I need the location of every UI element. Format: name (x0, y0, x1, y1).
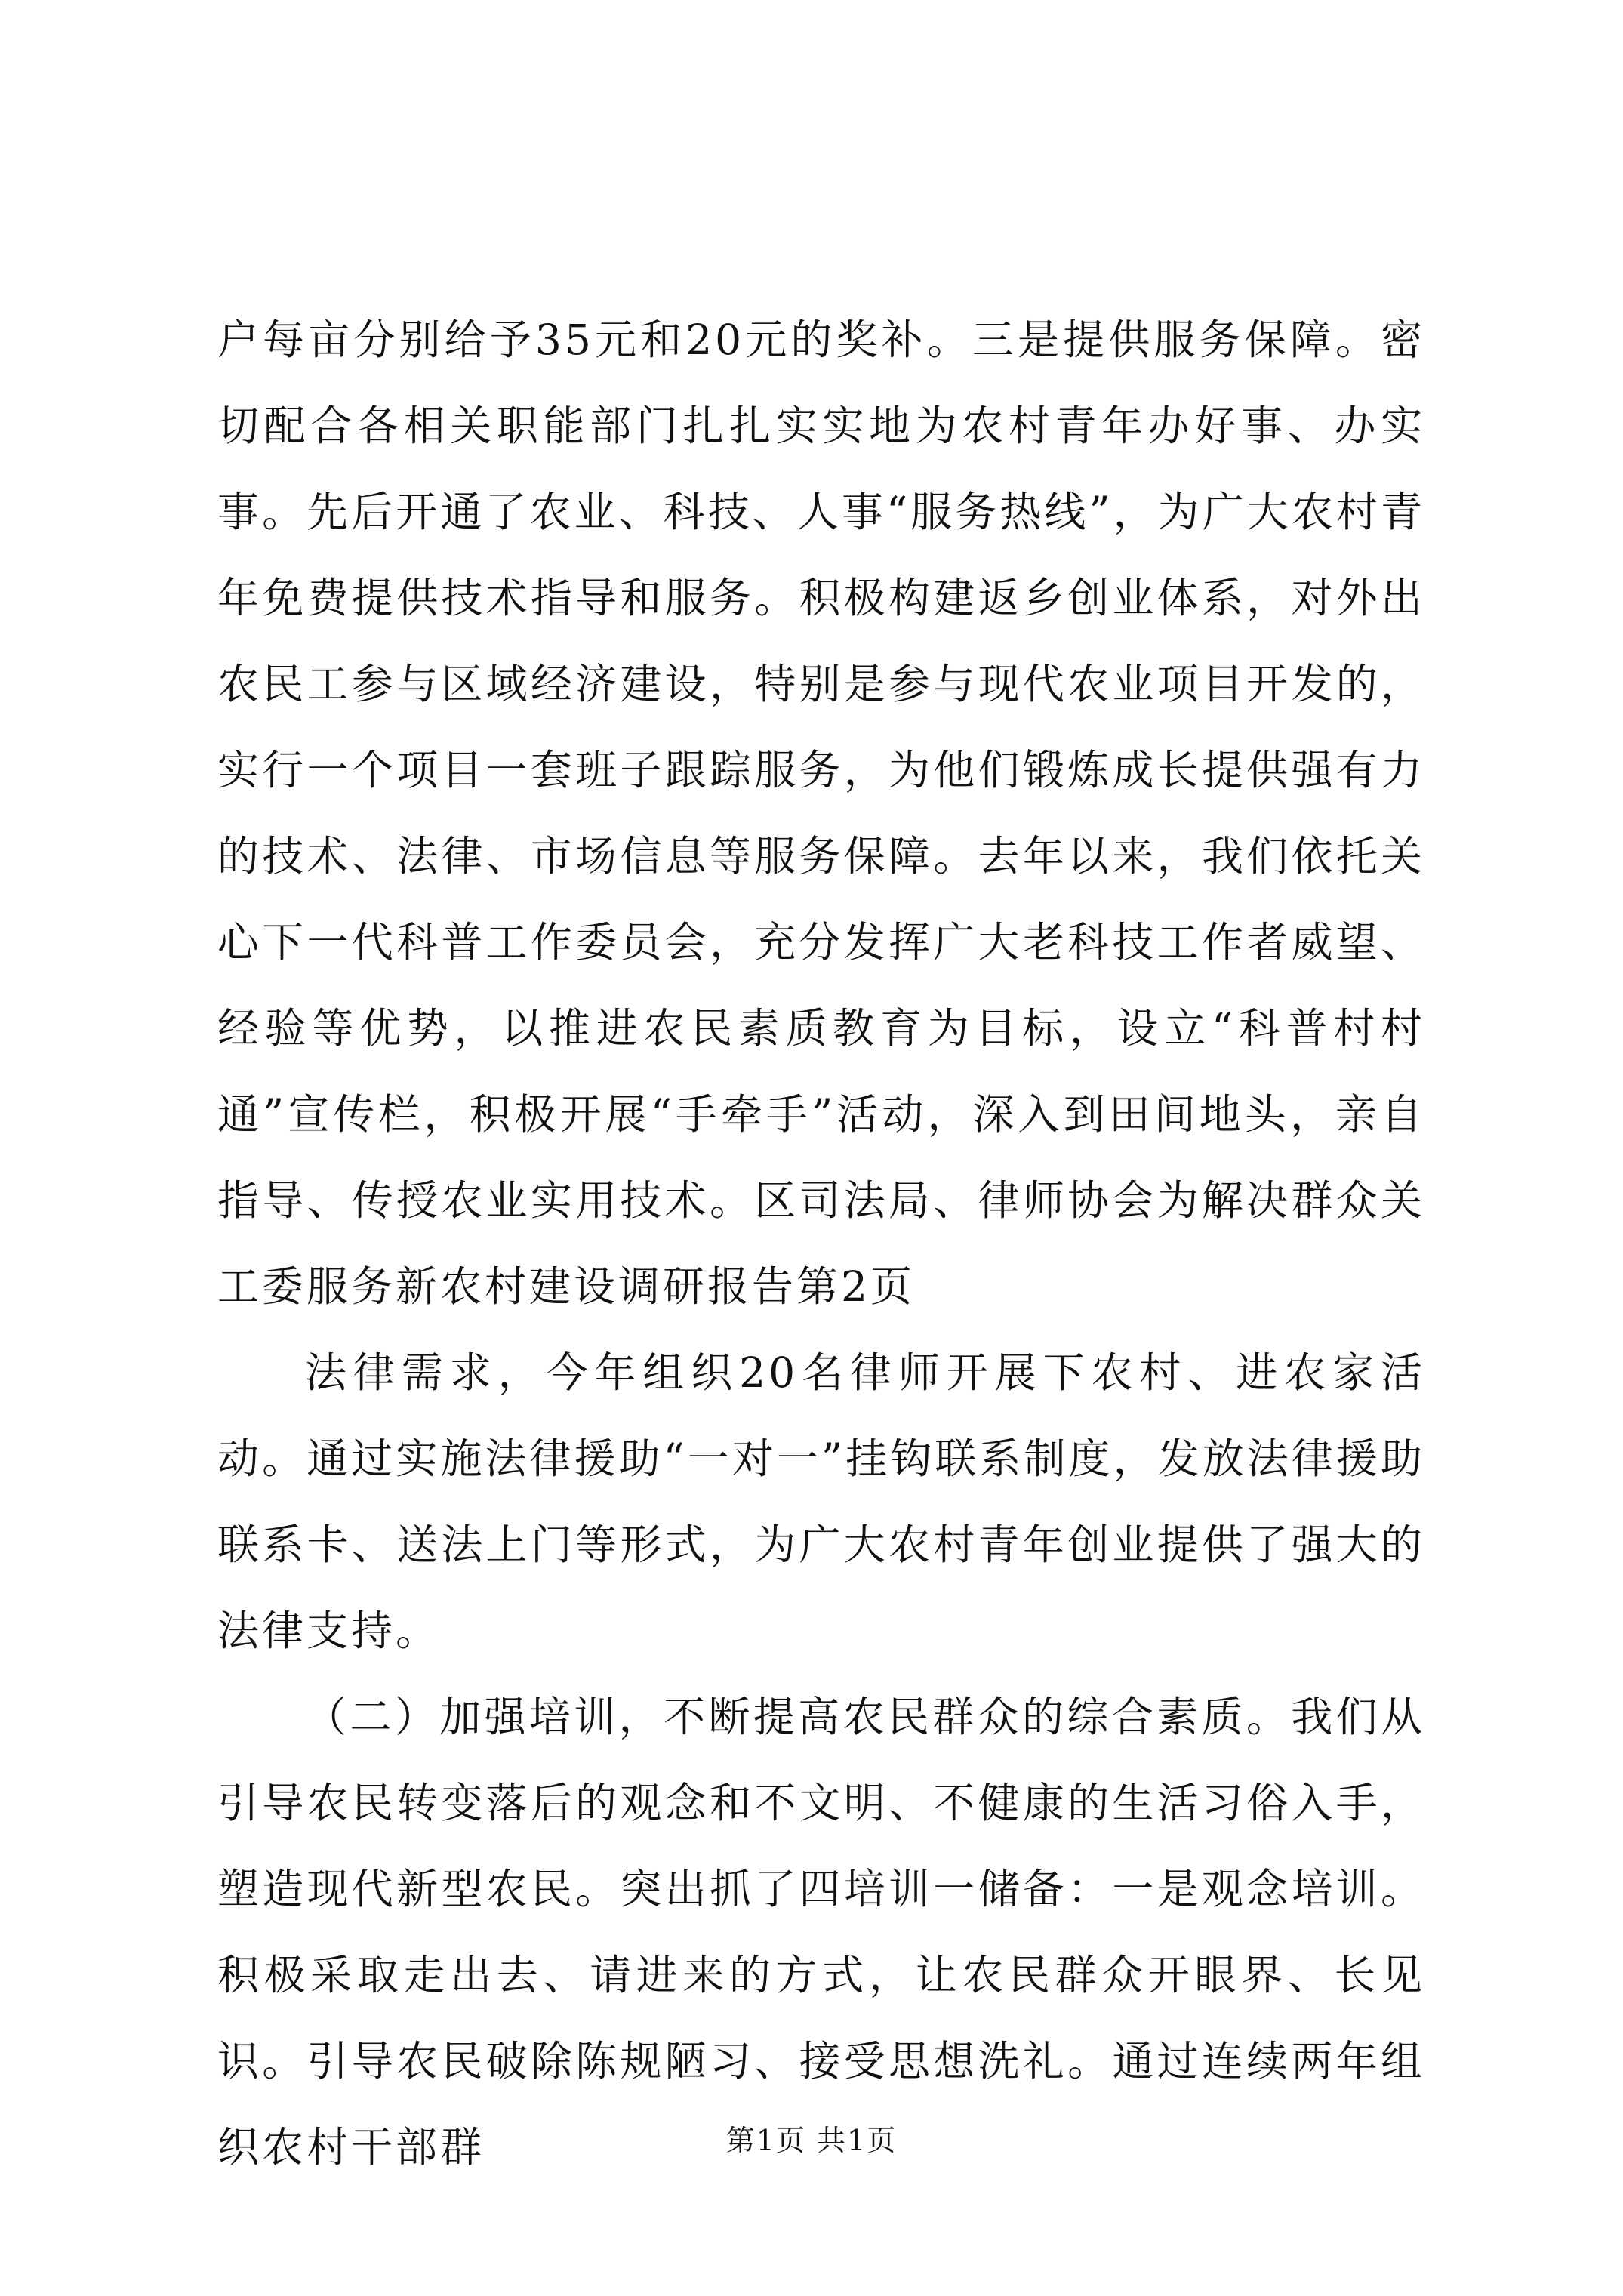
paragraph-2: 法律需求，今年组织20名律师开展下农村、进农家活动。通过实施法律援助“一对一”挂钩联系制度，发放法律援助联系卡、送法上门等形式，为广大农村青年创业提供了强大的法律支持。 (217, 1348, 1425, 1655)
document-body (217, 297, 1425, 2190)
paragraph-3: （二）加强培训，不断提高农民群众的综合素质。我们从引导农民转变落后的观念和不文明、不健康的生活习俗入手，塑造现代新型农民。突出抓了四培训一储备：一是观念培训。积极采取走出去、请进来的方式，让农民群众开眼界、长见识。引导农民破除陈规陋习、接受思想洗礼。通过连续两年组织农村干部群 (217, 1693, 1425, 2171)
paragraph-1: 户每亩分别给予35元和20元的奖补。三是提供服务保障。密切配合各相关职能部门扎扎实实地为农村青年办好事、办实事。先后开通了农业、科技、人事“服务热线”，为广大农村青年免费提供技术指导和服务。积极构建返乡创业体系，对外出农民工参与区域经济建设，特别是参与现代农业项目开发的，实行一个项目一套班子跟踪服务，为他们锻炼成长提供强有力的技术、法律、市场信息等服务保障。去年以来，我们依托关心下一代科普工作委员会，充分发挥广大老科技工作者威望、经验等优势，以推进农民素质教育为目标，设立“科普村村通”宣传栏，积极开展“手牵手”活动，深入到田间地头，亲自指导、传授农业实用技术。区司法局、律师协会为解决群众关工委服务新农村建设调研报告第2页 (217, 316, 1425, 1311)
page-footer: 第1页 共1页 (725, 2124, 898, 2157)
